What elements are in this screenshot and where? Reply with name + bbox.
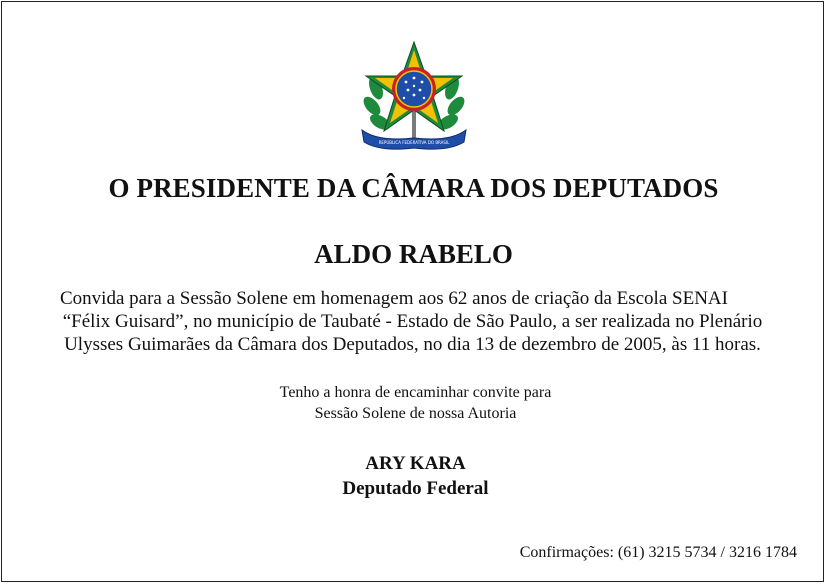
honor-line-2: Sessão Solene de nossa Autoria xyxy=(314,405,517,422)
ribbon-text: REPÚBLICA FEDERATIVA DO BRASIL xyxy=(378,140,450,145)
president-name: ALDO RABELO xyxy=(314,239,513,269)
page-title: O PRESIDENTE DA CÂMARA DOS DEPUTADOS xyxy=(108,173,719,203)
confirmation-contact: Confirmações: (61) 3215 5734 / 3216 1784 xyxy=(519,544,797,561)
invitation-line-3: Ulysses Guimarães da Câmara dos Deputados, no dia 13 de dezembro de 2005, às 11 horas. xyxy=(64,334,761,355)
brazil-coat-of-arms-icon xyxy=(358,38,470,152)
invitation-line-1: Convida para a Sessão Solene em homenagem aos 62 anos de criação da Escola SENAI xyxy=(60,288,728,309)
invitation-line-2: “Félix Guisard”, no município de Taubaté - Estado de São Paulo, a ser realizada no Plenário xyxy=(62,311,763,332)
signer-name: ARY KARA xyxy=(365,453,466,474)
signature-block xyxy=(2,451,827,501)
honor-line-1: Tenho a honra de encaminhar convite para xyxy=(279,384,552,401)
signer-role: Deputado Federal xyxy=(342,478,489,499)
honor-text xyxy=(2,382,827,424)
invitation-card xyxy=(1,1,824,582)
invitation-text xyxy=(25,287,800,356)
